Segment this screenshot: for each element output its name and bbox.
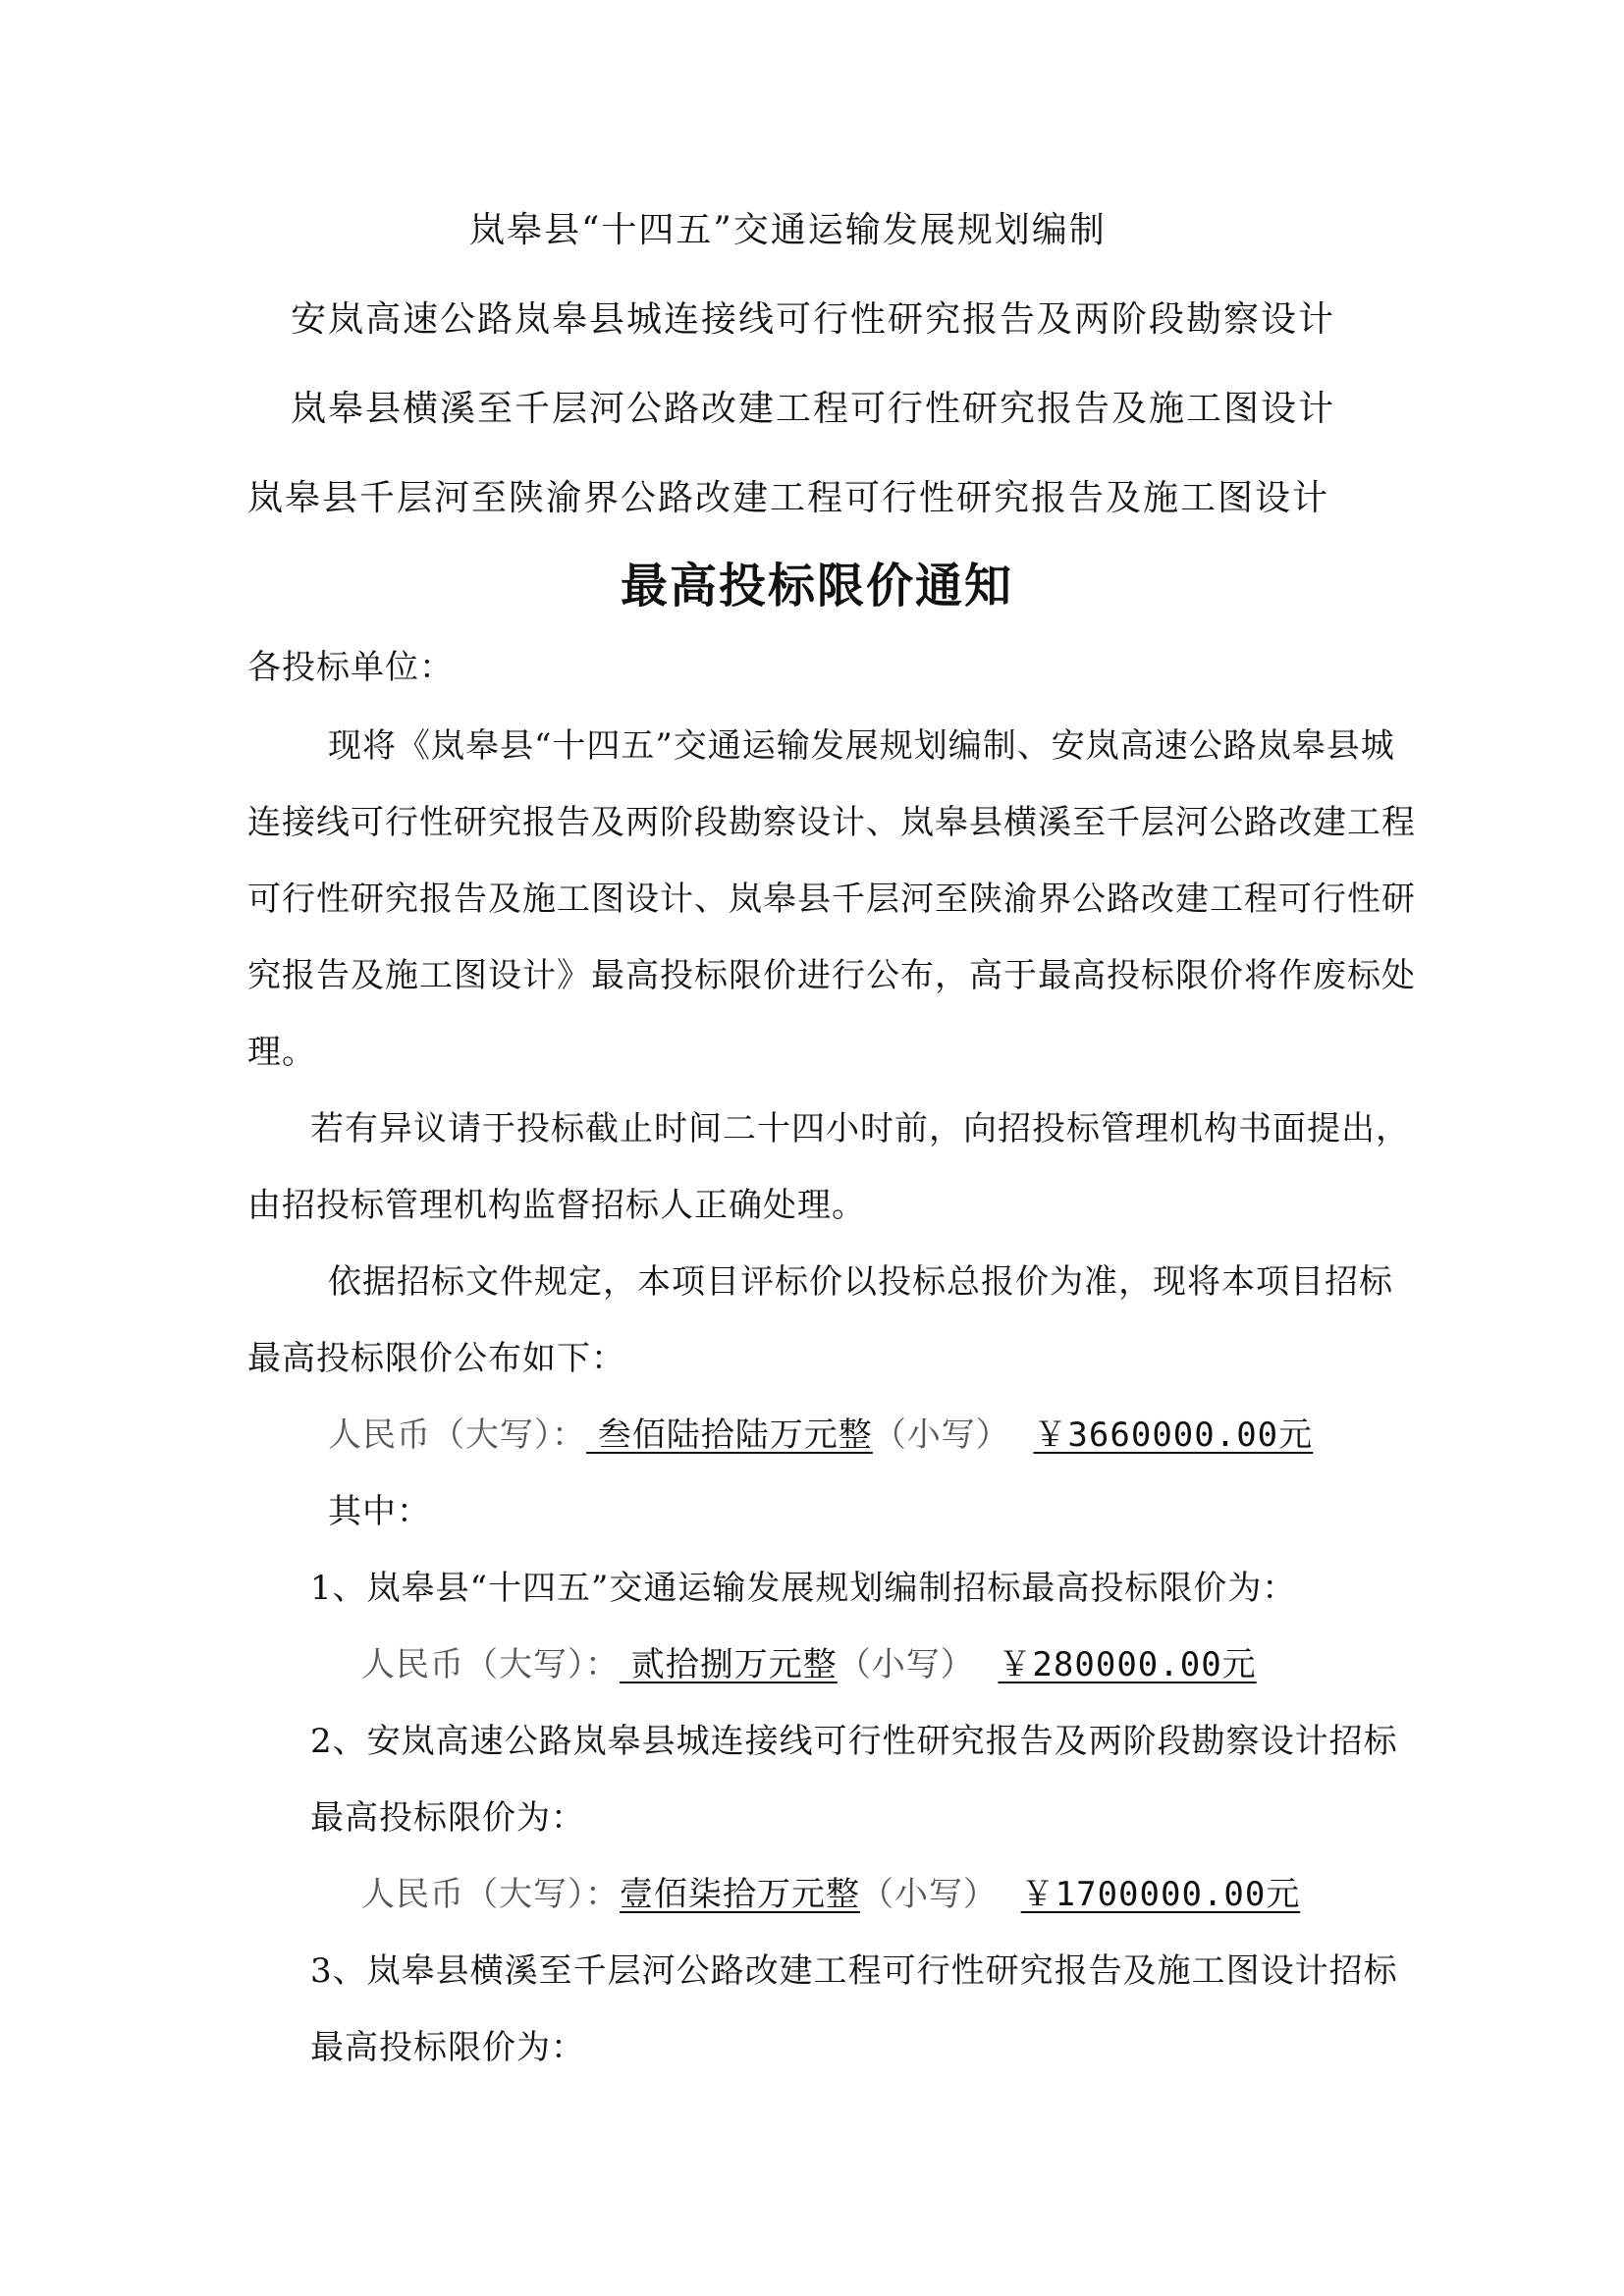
item2-amount-line xyxy=(361,1875,1300,1914)
item1-lower-amount: ￥280000.00元 xyxy=(998,1645,1257,1684)
item2-title-line2: 最高投标限价为： xyxy=(310,1798,585,1838)
para1-line5: 理。 xyxy=(247,1033,316,1072)
item1-amount-line xyxy=(361,1645,1257,1684)
main-title: 最高投标限价通知 xyxy=(621,559,1014,614)
para1-line1: 现将《岚皋县“十四五”交通运输发展规划编制、安岚高速公路岚皋县城 xyxy=(328,726,1395,766)
para1-line3: 可行性研究报告及施工图设计、岚皋县千层河至陕渝界公路改建工程可行性研 xyxy=(247,880,1416,919)
item1-mid: （小写） xyxy=(837,1645,975,1684)
para3-line1: 依据招标文件规定，本项目评标价以投标总报价为准，现将本项目招标 xyxy=(328,1262,1393,1302)
total-prefix: 人民币（大写）： xyxy=(328,1415,586,1455)
total-lower-amount: ￥3660000.00元 xyxy=(1033,1415,1314,1455)
item2-upper-amount: 壹佰柒拾万元整 xyxy=(620,1875,860,1914)
para2-line2: 由招投标管理机构监督招标人正确处理。 xyxy=(247,1186,866,1225)
heading-4: 岚皋县千层河至陕渝界公路改建工程可行性研究报告及施工图设计 xyxy=(247,478,1330,518)
item2-prefix: 人民币（大写）： xyxy=(361,1875,620,1914)
heading-3: 岚皋县横溪至千层河公路改建工程可行性研究报告及施工图设计 xyxy=(291,389,1336,429)
para2-line1: 若有异议请于投标截止时间二十四小时前，向招投标管理机构书面提出， xyxy=(310,1109,1410,1148)
total-amount-line xyxy=(328,1415,1313,1455)
total-upper-amount: 叁佰陆拾陆万元整 xyxy=(586,1415,873,1455)
salutation: 各投标单位： xyxy=(247,648,454,687)
item2-lower-amount: ￥1700000.00元 xyxy=(1020,1875,1301,1914)
item3-title-line2: 最高投标限价为： xyxy=(310,2028,585,2067)
heading-2: 安岚高速公路岚皋县城连接线可行性研究报告及两阶段勘察设计 xyxy=(291,299,1336,340)
item2-title-line1: 2、安岚高速公路岚皋县城连接线可行性研究报告及两阶段勘察设计招标 xyxy=(310,1722,1398,1761)
item3-title-line1: 3、岚皋县横溪至千层河公路改建工程可行性研究报告及施工图设计招标 xyxy=(310,1951,1398,1991)
para3-line2: 最高投标限价公布如下： xyxy=(247,1339,625,1378)
para1-line4: 究报告及施工图设计》最高投标限价进行公布，高于最高投标限价将作废标处 xyxy=(247,956,1416,995)
item1-title: 1、岚皋县“十四五”交通运输发展规划编制招标最高投标限价为： xyxy=(310,1569,1297,1608)
para1-line2: 连接线可行性研究报告及两阶段勘察设计、岚皋县横溪至千层河公路改建工程 xyxy=(247,803,1416,842)
among-label: 其中： xyxy=(328,1492,431,1531)
item1-prefix: 人民币（大写）： xyxy=(361,1645,620,1684)
item2-mid: （小写） xyxy=(860,1875,998,1914)
total-mid: （小写） xyxy=(872,1415,1010,1455)
item1-upper-amount: 贰拾捌万元整 xyxy=(620,1645,838,1684)
heading-1: 岚皋县“十四五”交通运输发展规划编制 xyxy=(469,210,1107,250)
